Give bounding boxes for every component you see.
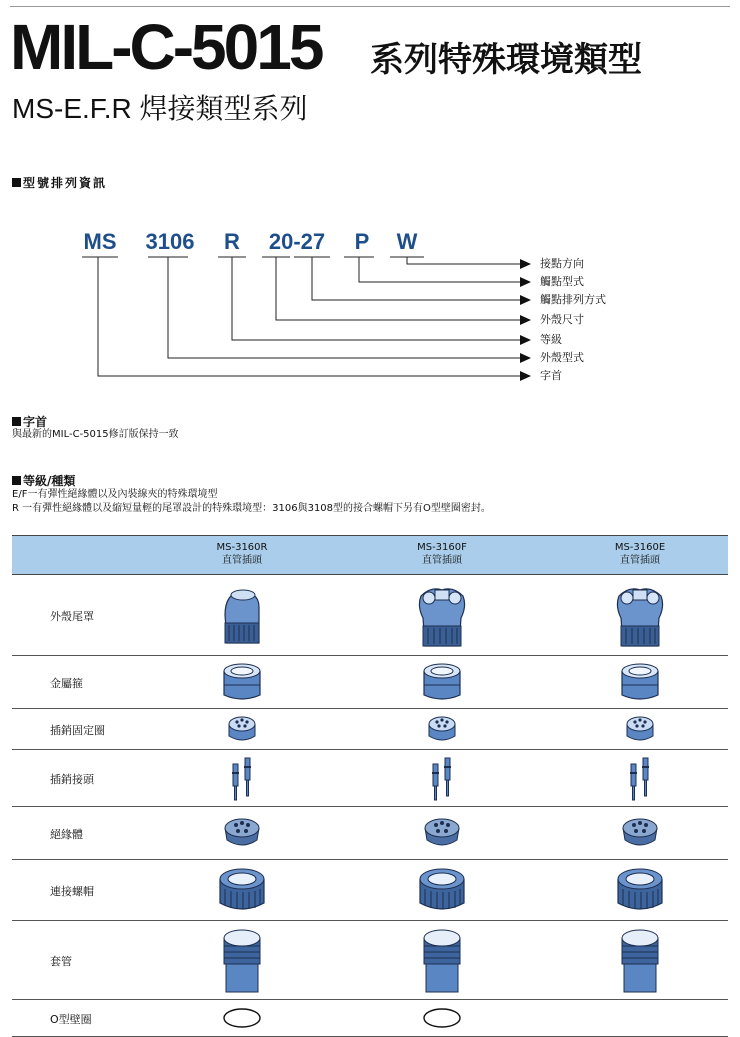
sleeve-f <box>372 921 512 999</box>
table-row <box>12 656 728 709</box>
coupling-nut-r <box>172 860 312 920</box>
table-row <box>12 921 728 1000</box>
column-header-3160e: MS-3160E 直管插頭 <box>614 542 666 566</box>
model-code-diagram <box>0 0 740 400</box>
legend-contact-type: 觸點型式 <box>540 275 584 288</box>
table-header <box>12 535 728 575</box>
column-header-3160r: MS-3160R 直管插頭 <box>216 542 268 566</box>
legend-contact-arrangement: 觸點排列方式 <box>540 293 606 306</box>
table-row <box>12 575 728 656</box>
pin-retainer-e <box>570 709 710 749</box>
row-label-shell-tail: 外殼尾罩 <box>50 610 94 623</box>
row-label-insulator: 絕緣體 <box>50 828 83 841</box>
table-row <box>12 807 728 860</box>
page-subtitle: MS-E.F.R 焊接類型系列 <box>12 93 308 124</box>
legend-prefix: 字首 <box>540 369 562 382</box>
parts-table <box>12 535 728 1037</box>
table-row <box>12 709 728 750</box>
insulator-f <box>372 807 512 859</box>
o-ring-f <box>372 1000 512 1036</box>
legend-orientation: 接點方向 <box>540 257 584 270</box>
row-label-metal-ring: 金屬箍 <box>50 677 83 690</box>
table-row <box>12 860 728 921</box>
legend-shell-type: 外殼型式 <box>540 351 584 364</box>
row-label-pin-contact: 插銷接頭 <box>50 773 94 786</box>
row-label-o-ring: O型壁圈 <box>50 1013 92 1026</box>
metal-ring-e <box>570 656 710 708</box>
code-shell-type: 3106 <box>145 229 195 254</box>
grade-line-r: R 一有彈性絕緣體以及縮短量輕的尾罩設計的特殊環境型：3106與3108型的接合螺帽下另有O型壁圈密封。 <box>12 503 491 514</box>
pin-contact-f <box>372 750 512 806</box>
grade-line-ef: E/F一有彈性絕緣體以及內裝線夾的特殊環境型 <box>12 489 218 500</box>
insulator-r <box>172 807 312 859</box>
code-grade: R <box>224 229 240 254</box>
legend-shell-size: 外殼尺寸 <box>540 313 584 326</box>
table-row <box>12 1000 728 1037</box>
metal-ring-f <box>372 656 512 708</box>
code-prefix: MS <box>83 229 117 254</box>
row-label-pin-retainer: 插銷固定圈 <box>50 724 105 737</box>
pin-retainer-r <box>172 709 312 749</box>
sleeve-e <box>570 921 710 999</box>
row-label-coupling-nut: 連接螺帽 <box>50 885 94 898</box>
page-title: MIL-C-5015 <box>10 11 322 83</box>
table-row <box>12 750 728 807</box>
shell-tail-f <box>372 575 512 655</box>
coupling-nut-e <box>570 860 710 920</box>
pin-contact-e <box>570 750 710 806</box>
model-section-heading: 型號排列資訊 <box>12 174 107 191</box>
o-ring-r <box>172 1000 312 1036</box>
column-header-3160f: MS-3160F 直管插頭 <box>417 542 467 566</box>
coupling-nut-f <box>372 860 512 920</box>
code-shell-size: 20-27 <box>268 229 326 254</box>
pin-retainer-f <box>372 709 512 749</box>
prefix-text: 與最新的MIL-C-5015修訂版保持一致 <box>12 429 179 440</box>
code-contact-type: P <box>354 229 370 254</box>
row-label-sleeve: 套管 <box>50 955 72 968</box>
metal-ring-r <box>172 656 312 708</box>
insulator-e <box>570 807 710 859</box>
grade-heading: 等級/種類 <box>12 472 75 489</box>
page-title-chinese: 系列特殊環境類型 <box>370 40 642 80</box>
sleeve-r <box>172 921 312 999</box>
shell-tail-e <box>570 575 710 655</box>
legend-grade: 等級 <box>540 333 562 346</box>
prefix-heading: 字首 <box>12 413 47 430</box>
pin-contact-r <box>172 750 312 806</box>
code-orientation: W <box>396 229 418 254</box>
shell-tail-r <box>172 575 312 655</box>
